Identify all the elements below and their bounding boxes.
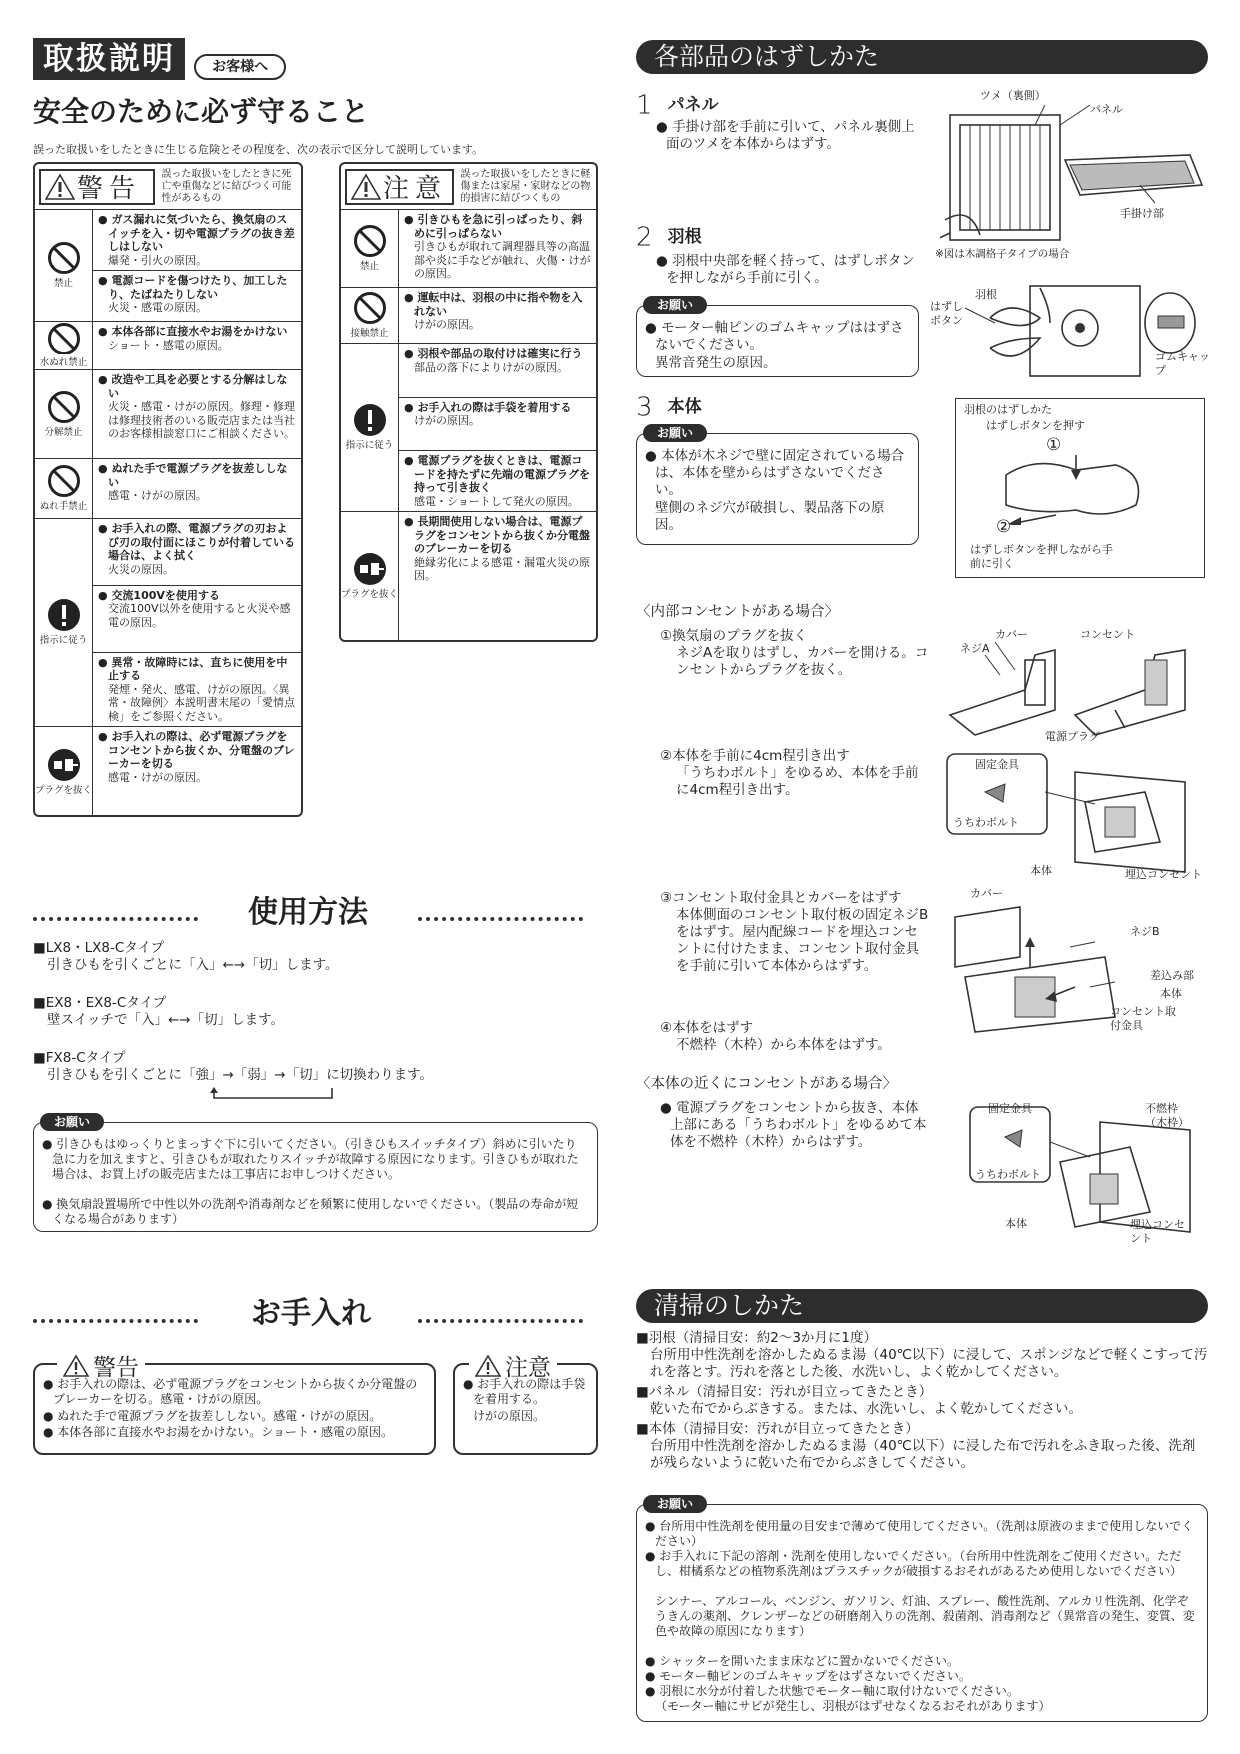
caution-header	[341, 164, 596, 210]
circle-2: ②	[996, 517, 1012, 537]
care-caution-text: お手入れの際は手袋を着用する。	[473, 1377, 586, 1406]
label-hontai: 本体	[1005, 1217, 1027, 1230]
warning-triangle-icon	[63, 1354, 89, 1378]
safety-item-sub: 部品の落下によりけがの原因。	[414, 360, 568, 374]
safety-item-main: 電源プラグを抜くときは、電源コードを持たずに先端の電源プラグを持って引き抜く	[414, 454, 590, 494]
step-2-note-sub: 異常音発生の原因。	[655, 355, 777, 371]
unplug-icon	[341, 512, 399, 640]
caution-label-box	[345, 169, 454, 205]
usage-type-desc: 引きひもを引くごとに「強」→「弱」→「切」に切換わります。	[47, 1067, 434, 1083]
safety-icon-label: 禁止	[359, 261, 379, 272]
label-hane: 羽根	[975, 288, 997, 301]
safety-item-sub: 爆発・引火の原因。	[108, 253, 207, 267]
step-number: 3	[636, 392, 653, 423]
safety-item-main: ガス漏れに気づいたら、換気扇のスイッチを入・切や電源プラグの抜き差しはしない	[108, 213, 295, 253]
blade-removal-push: はずしボタンを押す	[986, 419, 1085, 432]
label-nejiA: ネジA	[960, 642, 990, 655]
label-funen: 不燃枠（木枠）	[1145, 1102, 1189, 1129]
cleaning-note-text: お手入れに下記の溶剤・洗剤を使用しないでください。（台所用中性洗剤をご使用ください。ただし、柑橘系などの植物系洗剤はプラスチックが破損するおそれがあるため使用しないでください）	[655, 1549, 1183, 1578]
blade-removal-title: 羽根のはずしかた	[964, 403, 1052, 416]
usage-type-fx8	[33, 1050, 433, 1084]
safety-item-main: 電源コードを傷つけたり、加工したり、たばねたりしない	[108, 274, 288, 301]
step-3-note-label: お願い	[643, 424, 707, 442]
prohibited-icon	[35, 210, 93, 321]
cleaning-last-sub: （モーター軸にサビが発生し、羽根がはずせなくなるおそれがあります）	[655, 1699, 1051, 1713]
inner-step-title: ④本体をはずす	[660, 1020, 754, 1036]
cleaning-item-desc: 乾いた布でからぶきする。または、水洗いし、よく乾かしてください。	[650, 1401, 1082, 1417]
inner-figure-3	[945, 887, 1210, 1037]
safety-item-main: 異常・故障時には、直ちに使用を中止する	[108, 655, 288, 682]
cleaning-item-hane	[636, 1330, 1208, 1381]
care-caution-label: 注意	[505, 1355, 551, 1381]
step-3-note-sub: 壁側のネジ穴が破損し、製品落下の原因。	[655, 500, 885, 533]
warning-table	[33, 162, 303, 817]
label-cover: カバー	[970, 887, 1003, 900]
cleaning-item-title: ■パネル（清掃目安：汚れが目立ってきたとき）	[636, 1384, 933, 1400]
cleaning-note-4: ● モーター軸ピンのゴムキャップをはずさないでください。	[645, 1669, 971, 1683]
inner-step-desc: 不燃枠（木枠）から本体をはずす。	[676, 1037, 891, 1053]
safety-item-main: 改造や工具を必要とする分解はしない	[108, 373, 288, 400]
label-nejiB: ネジB	[1130, 925, 1160, 938]
step-title: 羽根	[667, 227, 702, 247]
label-cover: カバー	[995, 628, 1028, 641]
warning-label: 警告	[77, 174, 142, 204]
label-uchiwa: うちわボルト	[975, 1168, 1041, 1181]
usage-note-text: 換気扇設置場所で中性以外の洗剤や消毒剤などを頻繁に使用しないでください。（製品の寿命が短くなる場合があります）	[52, 1197, 579, 1226]
label-umekomi: 埋込コンセント	[1125, 868, 1202, 881]
safety-item-main: 交流100Vを使用する	[111, 588, 220, 602]
cleaning-note-1: ● 台所用中性洗剤を使用量の目安まで薄めて使用してください。（洗剤は原液のままで使用しないでください）	[645, 1519, 1194, 1548]
safety-item-sub: 感電・ショートして発火の原因。	[414, 494, 579, 508]
safety-row	[35, 459, 301, 519]
safety-item: ● 運転中は、羽根の中に指や物を入れない けがの原因。	[399, 288, 596, 343]
usage-note-text: 引きひもはゆっくりとまっすぐ下に引いてください。（引きひもスイッチタイプ）斜めに引いたり急に力を加えますと、引きひもが取れたりスイッチが故障する原因になります。引きひもが取れた場合は、お買上げの販売店または工事店にお申しつけください。	[52, 1137, 579, 1181]
step-desc-text: 手掛け部を手前に引いて、パネル裏側上面のツメを本体からはずす。	[666, 118, 915, 152]
cleaning-note-text: シャッターを開いたまま床などに置かないでください。	[659, 1654, 960, 1668]
near-desc-text: 電源プラグをコンセントから抜き、本体上部にある「うちわボルト」をゆるめて本体を不燃枠（木枠）からはずす。	[670, 1100, 927, 1150]
inner-step-desc: 本体側面のコンセント取付板の固定ネジBをはずす。屋内配線コードを埋込コンセントに付けたまま、コンセント取付金具を手前に引いて本体からはずす。	[676, 907, 929, 974]
inner-step-title: ②本体を手前に4cm程引き出す	[660, 748, 850, 764]
safety-item-main: 本体各部に直接水やお湯をかけない	[111, 325, 288, 338]
care-heading: お手入れ	[251, 1296, 371, 1331]
care-dots-right	[418, 1319, 583, 1323]
care-caution-sub: けがの原因。	[473, 1409, 546, 1423]
label-plug: 電源プラグ	[1045, 730, 1100, 743]
cleaning-note-label: お願い	[643, 1495, 707, 1513]
caution-label: 注意	[383, 174, 448, 204]
safety-item: ● 改造や工具を必要とする分解はしない 火災・感電・けがの原因。修理・修理は修理技術者のいる販売店または当社のお客様相談窓口にご相談ください。	[98, 373, 295, 440]
warning-header	[35, 164, 301, 210]
safety-item: ● 電源プラグを抜くときは、電源コードを持たずに先端の電源プラグを持って引き抜く 感電・ショートして発火の原因。	[404, 454, 590, 508]
step-title: パネル	[667, 95, 719, 115]
usage-note-box	[33, 1115, 598, 1232]
safety-item-sub: 絶縁劣化による感電・漏電火災の原因。	[414, 555, 590, 582]
instruction-icon	[341, 344, 399, 511]
label-tekake: 手掛け部	[1120, 207, 1164, 220]
usage-heading: 使用方法	[248, 895, 368, 930]
safety-row	[341, 512, 596, 640]
blade-removal-pull: はずしボタンを押しながら手前に引く	[970, 543, 1113, 570]
safety-row	[341, 344, 596, 512]
caution-desc: 誤った取扱いをしたときに軽傷または家屋・家財などの物的損害に結びつくもの	[460, 168, 591, 204]
care-warning-box	[33, 1355, 436, 1455]
caution-rows	[341, 210, 596, 640]
care-caution-item: ● お手入れの際は手袋を着用する。	[463, 1377, 586, 1406]
inner-figure-1	[945, 620, 1205, 745]
step-2-note: ● モーター軸ピンのゴムキャップははずさないでください。	[645, 320, 904, 353]
label-hontai: 本体	[1030, 864, 1052, 877]
label-kotei: 固定金具	[975, 758, 1019, 771]
cleaning-note-3: ● シャッターを開いたまま床などに置かないでください。	[645, 1654, 960, 1668]
safety-row	[35, 519, 301, 727]
inner-step-title: ①換気扇のプラグを抜く	[660, 628, 808, 644]
no-touch-icon	[341, 288, 399, 343]
label-consent-kanagu: コンセント取付金具	[1110, 1005, 1176, 1032]
step-2-note-label: お願い	[643, 296, 707, 314]
cleaning-item-title: ■羽根（清掃目安：約2〜3か月に1度）	[636, 1330, 878, 1346]
note-text: 本体が木ネジで壁に固定されている場合は、本体を壁からはずさないでください。	[655, 448, 905, 498]
safety-item-main: お手入れの際は手袋を着用する	[417, 400, 572, 414]
safety-item-main: 引きひもを急に引っぱったり、斜めに引っぱらない	[414, 213, 583, 240]
near-figure	[950, 1102, 1210, 1252]
safety-item-sub: 火災の原因。	[108, 562, 174, 576]
safety-item: ● ぬれた手で電源プラグを抜差ししない 感電・けがの原因。	[93, 459, 301, 518]
care-warning-2: ● ぬれた手で電源プラグを抜差ししない。感電・けがの原因。	[43, 1409, 382, 1423]
step-desc-text: 羽根中央部を軽く持って、はずしボタンを押しながら手前に引く。	[666, 252, 915, 286]
step-3-note-box	[636, 426, 919, 545]
panel-figure	[940, 85, 1210, 245]
care-warning-text: 本体各部に直接水やお湯をかけない。ショート・感電の原因。	[57, 1425, 394, 1439]
cleaning-note-text: 台所用中性洗剤を使用量の目安まで薄めて使用してください。（洗剤は原液のままで使用しないでください）	[655, 1519, 1194, 1548]
care-heading-row	[33, 1295, 598, 1335]
panel-illustration-icon	[940, 85, 1210, 245]
care-caution-box	[453, 1355, 598, 1455]
safety-item-sub: けがの原因。	[414, 414, 480, 427]
safety-item-sub: 感電・けがの原因。	[108, 489, 207, 502]
warning-rows	[35, 210, 301, 817]
safety-item-sub: 火災・感電・けがの原因。修理・修理は修理技術者のいる販売店または当社のお客様相談窓口にご相談ください。	[108, 400, 295, 440]
safety-item-sub: 発煙・発火、感電、けがの原因。〈異常・故障例〉本説明書末尾の「愛情点検」をご参照ください。	[108, 682, 295, 723]
safety-icon-label: 水ぬれ禁止	[39, 357, 88, 368]
safety-item-sub: 感電・けがの原因。	[108, 770, 207, 784]
safety-row	[35, 210, 301, 322]
label-kotei: 固定金具	[988, 1102, 1032, 1115]
inner-heading: 〈内部コンセントがある場合〉	[636, 604, 839, 620]
cleaning-solvents: シンナー、アルコール、ベンジン、ガソリン、灯油、スプレー、酸性洗剤、アルカリ性洗剤、化学ぞうきんの薬剤、クレンザーなどの研磨剤入りの洗剤、殺菌剤、消毒剤など（異常音の発生、変質、変色や故障の原因になります）	[655, 1594, 1195, 1638]
usage-dots-left	[33, 917, 198, 921]
label-umekomi: 埋込コンセント	[1130, 1218, 1185, 1245]
inner-step-desc: 「うちわボルト」をゆるめ、本体を手前に4cm程引き出す。	[676, 765, 919, 798]
unplug-icon	[35, 727, 93, 817]
caution-triangle-icon	[475, 1354, 501, 1378]
safety-row	[35, 727, 301, 817]
inner-figure-2	[945, 752, 1210, 882]
safety-item-main: 運転中は、羽根の中に指や物を入れない	[414, 291, 583, 318]
note-text: モーター軸ピンのゴムキャップははずさないでください。	[655, 320, 904, 353]
label-consent: コンセント	[1080, 628, 1135, 641]
no-wet-hands-icon	[35, 459, 93, 518]
usage-type-title: ■LX8・LX8-Cタイプ	[33, 940, 165, 956]
inner-step-desc: ネジAを取りはずし、カバーを開ける。コンセントからプラグを抜く。	[676, 645, 929, 678]
usage-type-title: ■EX8・EX8-Cタイプ	[33, 995, 167, 1011]
safety-item: ● お手入れの際は手袋を着用する けがの原因。	[399, 398, 596, 452]
safety-icon-label: 指示に従う	[345, 440, 394, 451]
inner-step-1	[660, 628, 940, 679]
caution-table	[339, 162, 598, 642]
safety-item: ● 本体各部に直接水やお湯をかけない ショート・感電の原因。	[93, 322, 301, 369]
warning-desc: 誤った取扱いをしたときに死亡や重傷などに結びつく可能性があるもの	[161, 168, 292, 204]
cleaning-note-text: モーター軸ピンのゴムキャップをはずさないでください。	[659, 1669, 971, 1683]
step-number: 1	[636, 90, 653, 121]
care-dots-left	[33, 1319, 198, 1323]
label-gomu-cap: ゴムキャップ	[1155, 350, 1210, 377]
usage-heading-row	[33, 895, 598, 931]
safety-icon-label: 禁止	[53, 278, 73, 289]
usage-type-desc: 壁スイッチで「入」←→「切」します。	[47, 1012, 285, 1028]
care-warning-1: ● お手入れの際は、必ず電源プラグをコンセントから抜くか分電盤のブレーカーを切る。感電・けがの原因。	[43, 1377, 418, 1406]
safety-item-main: お手入れの際は、必ず電源プラグをコンセントから抜くか、分電盤のブレーカーを切る	[108, 730, 295, 770]
safety-item: ● 交流100Vを使用する 交流100V以外を使用すると火災や感電の原因。	[93, 586, 301, 653]
cleaning-item-desc: 台所用中性洗剤を溶かしたぬるま湯（40℃以下）に浸した布で汚れをふき取った後、洗剤が残らないように乾いた布でからぶきしてください。	[650, 1438, 1196, 1471]
inner-step-2	[660, 748, 930, 799]
circle-1: ①	[1046, 435, 1062, 455]
safety-item: ● お手入れの際、電源プラグの刃および刃の取付面にほこりが付着している場合は、よく拭く 火災の原因。	[93, 519, 301, 586]
blade-removal-box	[955, 398, 1205, 578]
safety-item-sub: 交流100V以外を使用すると火災や感電の原因。	[108, 602, 291, 629]
cleaning-item-desc: 台所用中性洗剤を溶かしたぬるま湯（40℃以下）に浸して、スポンジなどで軽くこすって汚れを落とす。汚れを落とした後、水洗いし、よく乾かしてください。	[650, 1347, 1208, 1380]
instruction-icon	[35, 519, 93, 726]
step-number: 2	[636, 222, 653, 253]
safety-icon-label: 接触禁止	[350, 328, 389, 339]
cleaning-note-2: ● お手入れに下記の溶剤・洗剤を使用しないでください。（台所用中性洗剤をご使用ください。ただし、柑橘系などの植物系洗剤はプラスチックが破損するおそれがあるため使用しないでください）	[645, 1549, 1183, 1578]
manual-title: 取扱説明	[33, 38, 185, 80]
usage-type-lx8	[33, 940, 339, 974]
care-warning-3: ● 本体各部に直接水やお湯をかけない。ショート・感電の原因。	[43, 1425, 394, 1439]
safety-icon-label: 分解禁止	[44, 426, 83, 438]
label-hontai: 本体	[1160, 987, 1182, 1000]
usage-type-desc: 引きひもを引くごとに「入」←→「切」します。	[47, 957, 339, 973]
cleaning-note-5: ● 羽根に水分が付着した状態でモーター軸に取付けないでください。	[645, 1684, 1019, 1698]
usage-type-ex8	[33, 995, 284, 1029]
safety-icon-label: 指示に従う	[39, 635, 88, 646]
label-uchiwa: うちわボルト	[953, 816, 1019, 829]
safety-item-main: 羽根や部品の取付けは確実に行う	[417, 347, 583, 360]
inner-step-3	[660, 890, 930, 975]
safety-item: ● お手入れの際は、必ず電源プラグをコンセントから抜くか、分電盤のブレーカーを切る 感電・けがの原因。	[98, 730, 295, 784]
safety-item-sub: 火災・感電の原因。	[108, 301, 207, 314]
step-title: 本体	[667, 397, 702, 417]
safety-item: ● 異常・故障時には、直ちに使用を中止する 発煙・発火、感電、けがの原因。〈異常・故障例〉本説明書末尾の「愛情点検」をご参照ください。	[98, 655, 295, 723]
cleaning-note-text: 羽根に水分が付着した状態でモーター軸に取付けないでください。	[659, 1684, 1019, 1698]
care-warning-text: ぬれた手で電源プラグを抜差ししない。感電・けがの原因。	[57, 1409, 382, 1423]
prohibited-icon	[341, 210, 399, 287]
manual-title-block	[33, 38, 286, 80]
label-panel: パネル	[1090, 103, 1123, 116]
no-disassembly-icon	[35, 370, 93, 458]
cleaning-note-box	[636, 1497, 1208, 1722]
safety-icon-label: プラグを抜く	[35, 784, 93, 796]
no-water-icon	[35, 322, 93, 369]
label-hazushi-button: はずしボタン	[930, 300, 963, 327]
step-2-note-box	[636, 298, 919, 377]
label-tsume: ツメ（裏側）	[980, 89, 1046, 102]
safety-item-main: ぬれた手で電源プラグを抜差ししない	[108, 462, 288, 489]
inner-step-4	[660, 1020, 930, 1054]
safety-item-sub: 引きひもが取れて調理器具等の高温部や炎に手などが触れ、火傷・けがの原因。	[414, 240, 591, 280]
safety-item: ● 長期間使用しない場合は、電源プラグをコンセントから抜くか分電盤のブレーカーを切る 絶縁劣化による感電・漏電火災の原因。	[404, 515, 590, 582]
safety-item-main: 長期間使用しない場合は、電源プラグをコンセントから抜くか分電盤のブレーカーを切る	[414, 515, 590, 555]
customer-badge: お客様へ	[194, 54, 286, 80]
blade-figure	[930, 268, 1210, 388]
hand-illustration-icon	[996, 435, 1166, 525]
cleaning-item-panel	[636, 1384, 1208, 1418]
safety-row	[341, 288, 596, 344]
step-2-desc: ● 羽根中央部を軽く持って、はずしボタンを押しながら手前に引く。	[656, 252, 915, 286]
cycle-arrow-icon	[200, 1086, 350, 1102]
step-3-note: ● 本体が木ネジで壁に固定されている場合は、本体を壁からはずさないでください。	[645, 448, 905, 498]
safety-icon-label: プラグを抜く	[341, 588, 399, 600]
label-sashikomi: 差込み部	[1150, 969, 1194, 982]
safety-item-sub: ショート・感電の原因。	[108, 338, 229, 352]
cleaning-item-hontai	[636, 1421, 1208, 1472]
consent-illustration-icon	[945, 620, 1205, 745]
inner-step-title: ③コンセント取付金具とカバーをはずす	[660, 890, 902, 906]
safety-item: ● 電源コードを傷つけたり、加工したり、たばねたりしない 火災・感電の原因。	[93, 271, 301, 321]
safety-item: ● 引きひもを急に引っぱったり、斜めに引っぱらない 引きひもが取れて調理器具等の高温部や炎に手などが触れ、火傷・けがの原因。	[404, 213, 591, 280]
near-desc: ● 電源プラグをコンセントから抜き、本体上部にある「うちわボルト」をゆるめて本体を不燃枠（木枠）からはずす。	[660, 1100, 927, 1150]
safety-item-main: お手入れの際、電源プラグの刃および刃の取付面にほこりが付着している場合は、よく拭く	[108, 522, 295, 562]
warning-triangle-icon	[45, 173, 75, 201]
wood-note: ※図は木調格子タイプの場合	[935, 248, 1070, 260]
care-warning-label: 警告	[93, 1355, 139, 1381]
usage-dots-right	[418, 917, 583, 921]
safety-item: ● 羽根や部品の取付けは確実に行う 部品の落下によりけがの原因。	[399, 344, 596, 398]
safety-heading: 安全のために必ず守ること	[33, 95, 370, 128]
step-1	[636, 90, 936, 153]
safety-row	[35, 322, 301, 370]
near-heading: 〈本体の近くにコンセントがある場合〉	[636, 1076, 897, 1092]
safety-item: ● ガス漏れに気づいたら、換気扇のスイッチを入・切や電源プラグの抜き差しはしない 爆発・引火の原因。	[93, 210, 301, 271]
safety-row	[35, 370, 301, 459]
cleaning-item-title: ■本体（清掃目安：汚れが目立ってきたとき）	[636, 1421, 919, 1437]
warning-label-box	[39, 169, 155, 205]
caution-triangle-icon	[351, 173, 381, 201]
step-3	[636, 392, 936, 423]
safety-intro: 誤った取扱いをしたときに生じる危険とその程度を、次の表示で区分して説明しています。	[33, 143, 484, 156]
usage-note-2: ● 換気扇設置場所で中性以外の洗剤や消毒剤などを頻繁に使用しないでください。（製品の寿命が短くなる場合があります）	[42, 1197, 579, 1226]
care-warning-text: お手入れの際は、必ず電源プラグをコンセントから抜くか分電盤のブレーカーを切る。感電・けがの原因。	[53, 1377, 418, 1406]
step-2	[636, 222, 936, 287]
usage-note-label: お願い	[40, 1113, 104, 1131]
removal-heading: 各部品のはずしかた	[636, 40, 1208, 74]
safety-icon-label: ぬれ手禁止	[39, 501, 88, 512]
cleaning-heading: 清掃のしかた	[636, 1289, 1208, 1323]
usage-type-title: ■FX8-Cタイプ	[33, 1050, 126, 1066]
usage-note-1: ● 引きひもはゆっくりとまっすぐ下に引いてください。（引きひもスイッチタイプ）斜めに引いたり急に力を加えますと、引きひもが取れたりスイッチが故障する原因になります。引きひもが取れた場合は、お買上げの販売店または工事店にお申しつけください。	[42, 1137, 579, 1181]
safety-item-sub: けがの原因。	[414, 318, 480, 331]
step-1-desc: ● 手掛け部を手前に引いて、パネル裏側上面のツメを本体からはずす。	[656, 118, 915, 152]
safety-row	[341, 210, 596, 288]
